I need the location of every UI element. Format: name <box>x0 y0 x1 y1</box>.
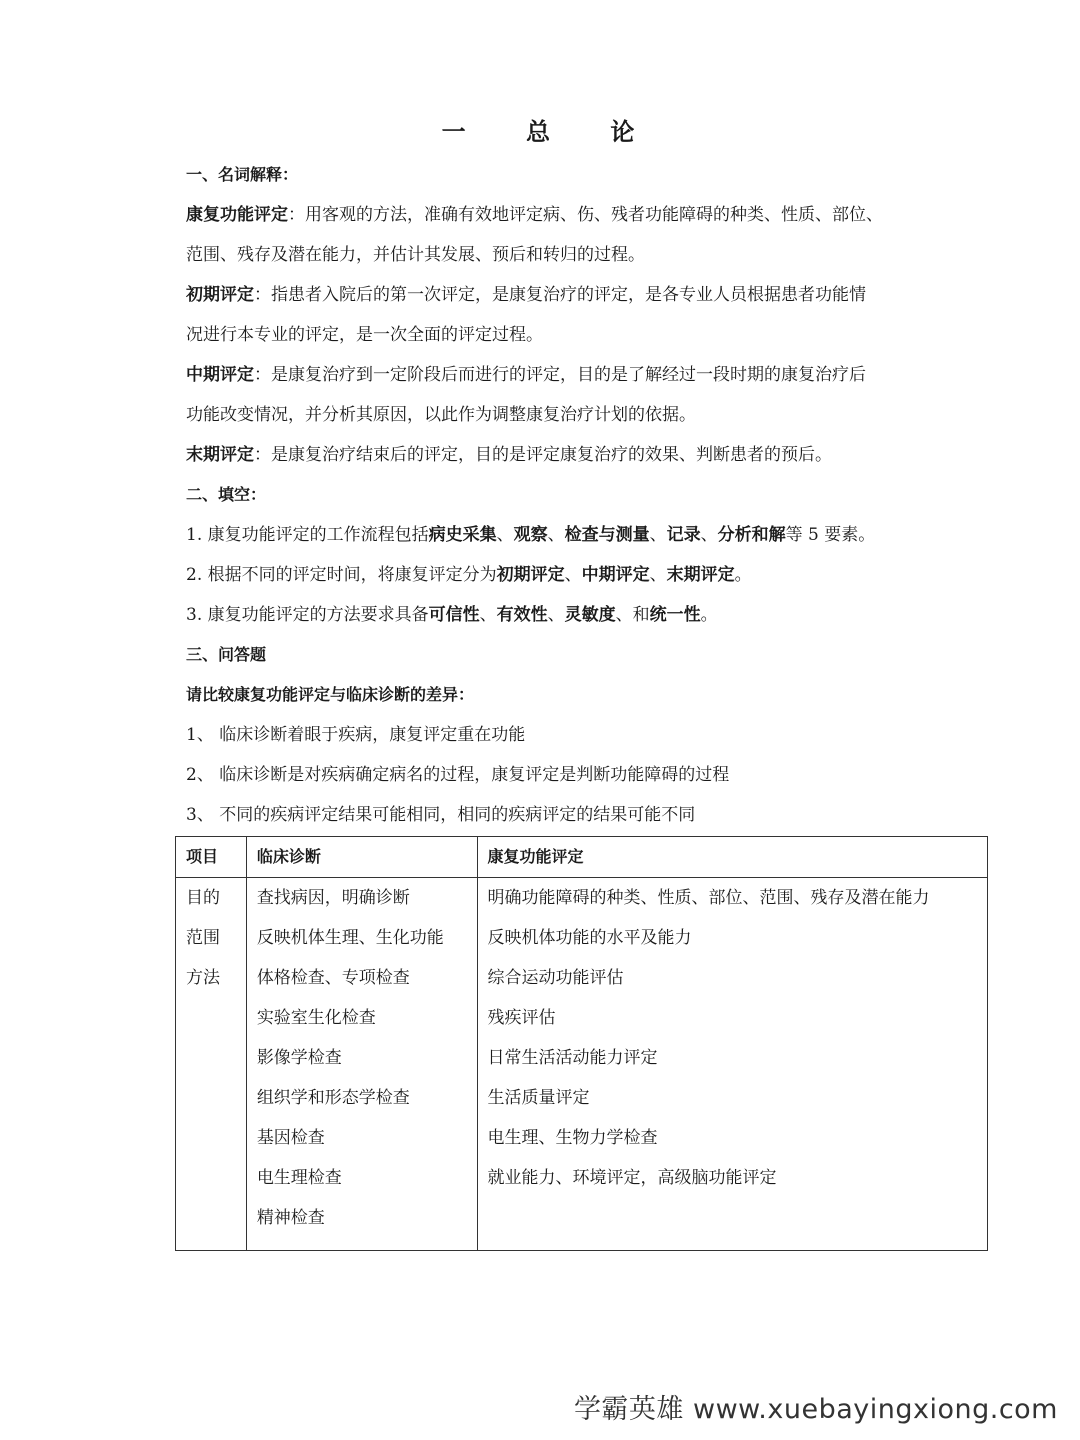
table-cell: 明确功能障碍的种类、性质、部位、范围、残存及潜在能力 <box>487 888 930 908</box>
table-cell: 电生理检查 <box>256 1168 342 1188</box>
table-cell: 组织学和形态学检查 <box>256 1088 410 1108</box>
table-cell: 实验室生化检查 <box>256 1008 376 1028</box>
answer-item: 2、 临床诊断是对疾病确定病名的过程，康复评定是判断功能障碍的过程 <box>186 765 730 785</box>
header-rehab: 康复功能评定 <box>477 837 987 878</box>
term-line: 范围、残存及潜在能力，并估计其发展、预后和转归的过程。 <box>186 245 645 265</box>
table-cell: 综合运动功能评估 <box>487 968 624 988</box>
question: 请比较康复功能评定与临床诊断的差异： <box>186 685 475 704</box>
table-cell: 基因检查 <box>256 1128 325 1148</box>
term-label: 康复功能评定 <box>186 205 288 225</box>
fill-item: 3. 康复功能评定的方法要求具备可信性、有效性、灵敏度、和统一性。 <box>186 605 718 625</box>
header-clinical: 临床诊断 <box>246 837 477 878</box>
term-line: 况进行本专业的评定，是一次全面的评定过程。 <box>186 325 543 345</box>
watermark-footer: 学霸英雄 www.xuebayingxiong.com <box>573 1394 1058 1425</box>
term-text: ：用客观的方法，准确有效地评定病、伤、残者功能障碍的种类、性质、部位、 <box>288 205 883 225</box>
term-text: ：是康复治疗到一定阶段后而进行的评定，目的是了解经过一段时期的康复治疗后 <box>254 365 866 385</box>
table-cell: 目的 <box>186 888 220 908</box>
rehab-column <box>477 878 987 1251</box>
table-body-row <box>176 878 988 1251</box>
table-cell: 范围 <box>186 928 220 948</box>
item-column <box>176 878 247 1251</box>
table-cell: 生活质量评定 <box>487 1088 590 1108</box>
section2-heading: 二、填空： <box>186 485 267 504</box>
term-text: ：是康复治疗结束后的评定，目的是评定康复治疗的效果、判断患者的预后。 <box>254 445 832 465</box>
term-label: 末期评定 <box>186 445 254 465</box>
term-line <box>186 364 866 386</box>
table-cell: 残疾评估 <box>487 1008 556 1028</box>
header-item: 项目 <box>176 837 247 878</box>
term-line: 功能改变情况，并分析其原因，以此作为调整康复治疗计划的依据。 <box>186 405 696 425</box>
answer-item: 3、 不同的疾病评定结果可能相同，相同的疾病评定的结果可能不同 <box>186 805 696 825</box>
table-cell: 就业能力、环境评定，高级脑功能评定 <box>487 1168 777 1188</box>
term-label: 中期评定 <box>186 365 254 385</box>
table-cell: 反映机体生理、生化功能 <box>256 928 444 948</box>
term-line <box>186 204 883 226</box>
term-label: 初期评定 <box>186 285 254 305</box>
fill-item: 1. 康复功能评定的工作流程包括病史采集、观察、检查与测量、记录、分析和解等 5 要素。 <box>186 525 876 545</box>
term-line <box>186 444 832 466</box>
term-line <box>186 284 866 306</box>
answer-item: 1、 临床诊断着眼于疾病，康复评定重在功能 <box>186 725 526 745</box>
term-text: ：指患者入院后的第一次评定，是康复治疗的评定，是各专业人员根据患者功能情 <box>254 285 866 305</box>
table-cell: 查找病因，明确诊断 <box>256 888 410 908</box>
table-cell: 电生理、生物力学检查 <box>487 1128 658 1148</box>
table-cell: 影像学检查 <box>256 1048 342 1068</box>
table-header-row <box>176 837 988 878</box>
table-cell: 反映机体功能的水平及能力 <box>487 928 692 948</box>
comparison-table <box>175 836 988 1251</box>
clinical-column <box>246 878 477 1251</box>
section3-heading: 三、问答题 <box>186 645 267 664</box>
table-cell: 日常生活活动能力评定 <box>487 1048 658 1068</box>
table-cell: 体格检查、专项检查 <box>256 968 410 988</box>
table-cell: 精神检查 <box>256 1208 325 1228</box>
page-title: 一 总 论 <box>441 118 661 146</box>
fill-item: 2. 根据不同的评定时间，将康复评定分为初期评定、中期评定、末期评定。 <box>186 565 752 585</box>
table-cell: 方法 <box>186 968 220 988</box>
section1-heading: 一、名词解释： <box>186 165 299 184</box>
